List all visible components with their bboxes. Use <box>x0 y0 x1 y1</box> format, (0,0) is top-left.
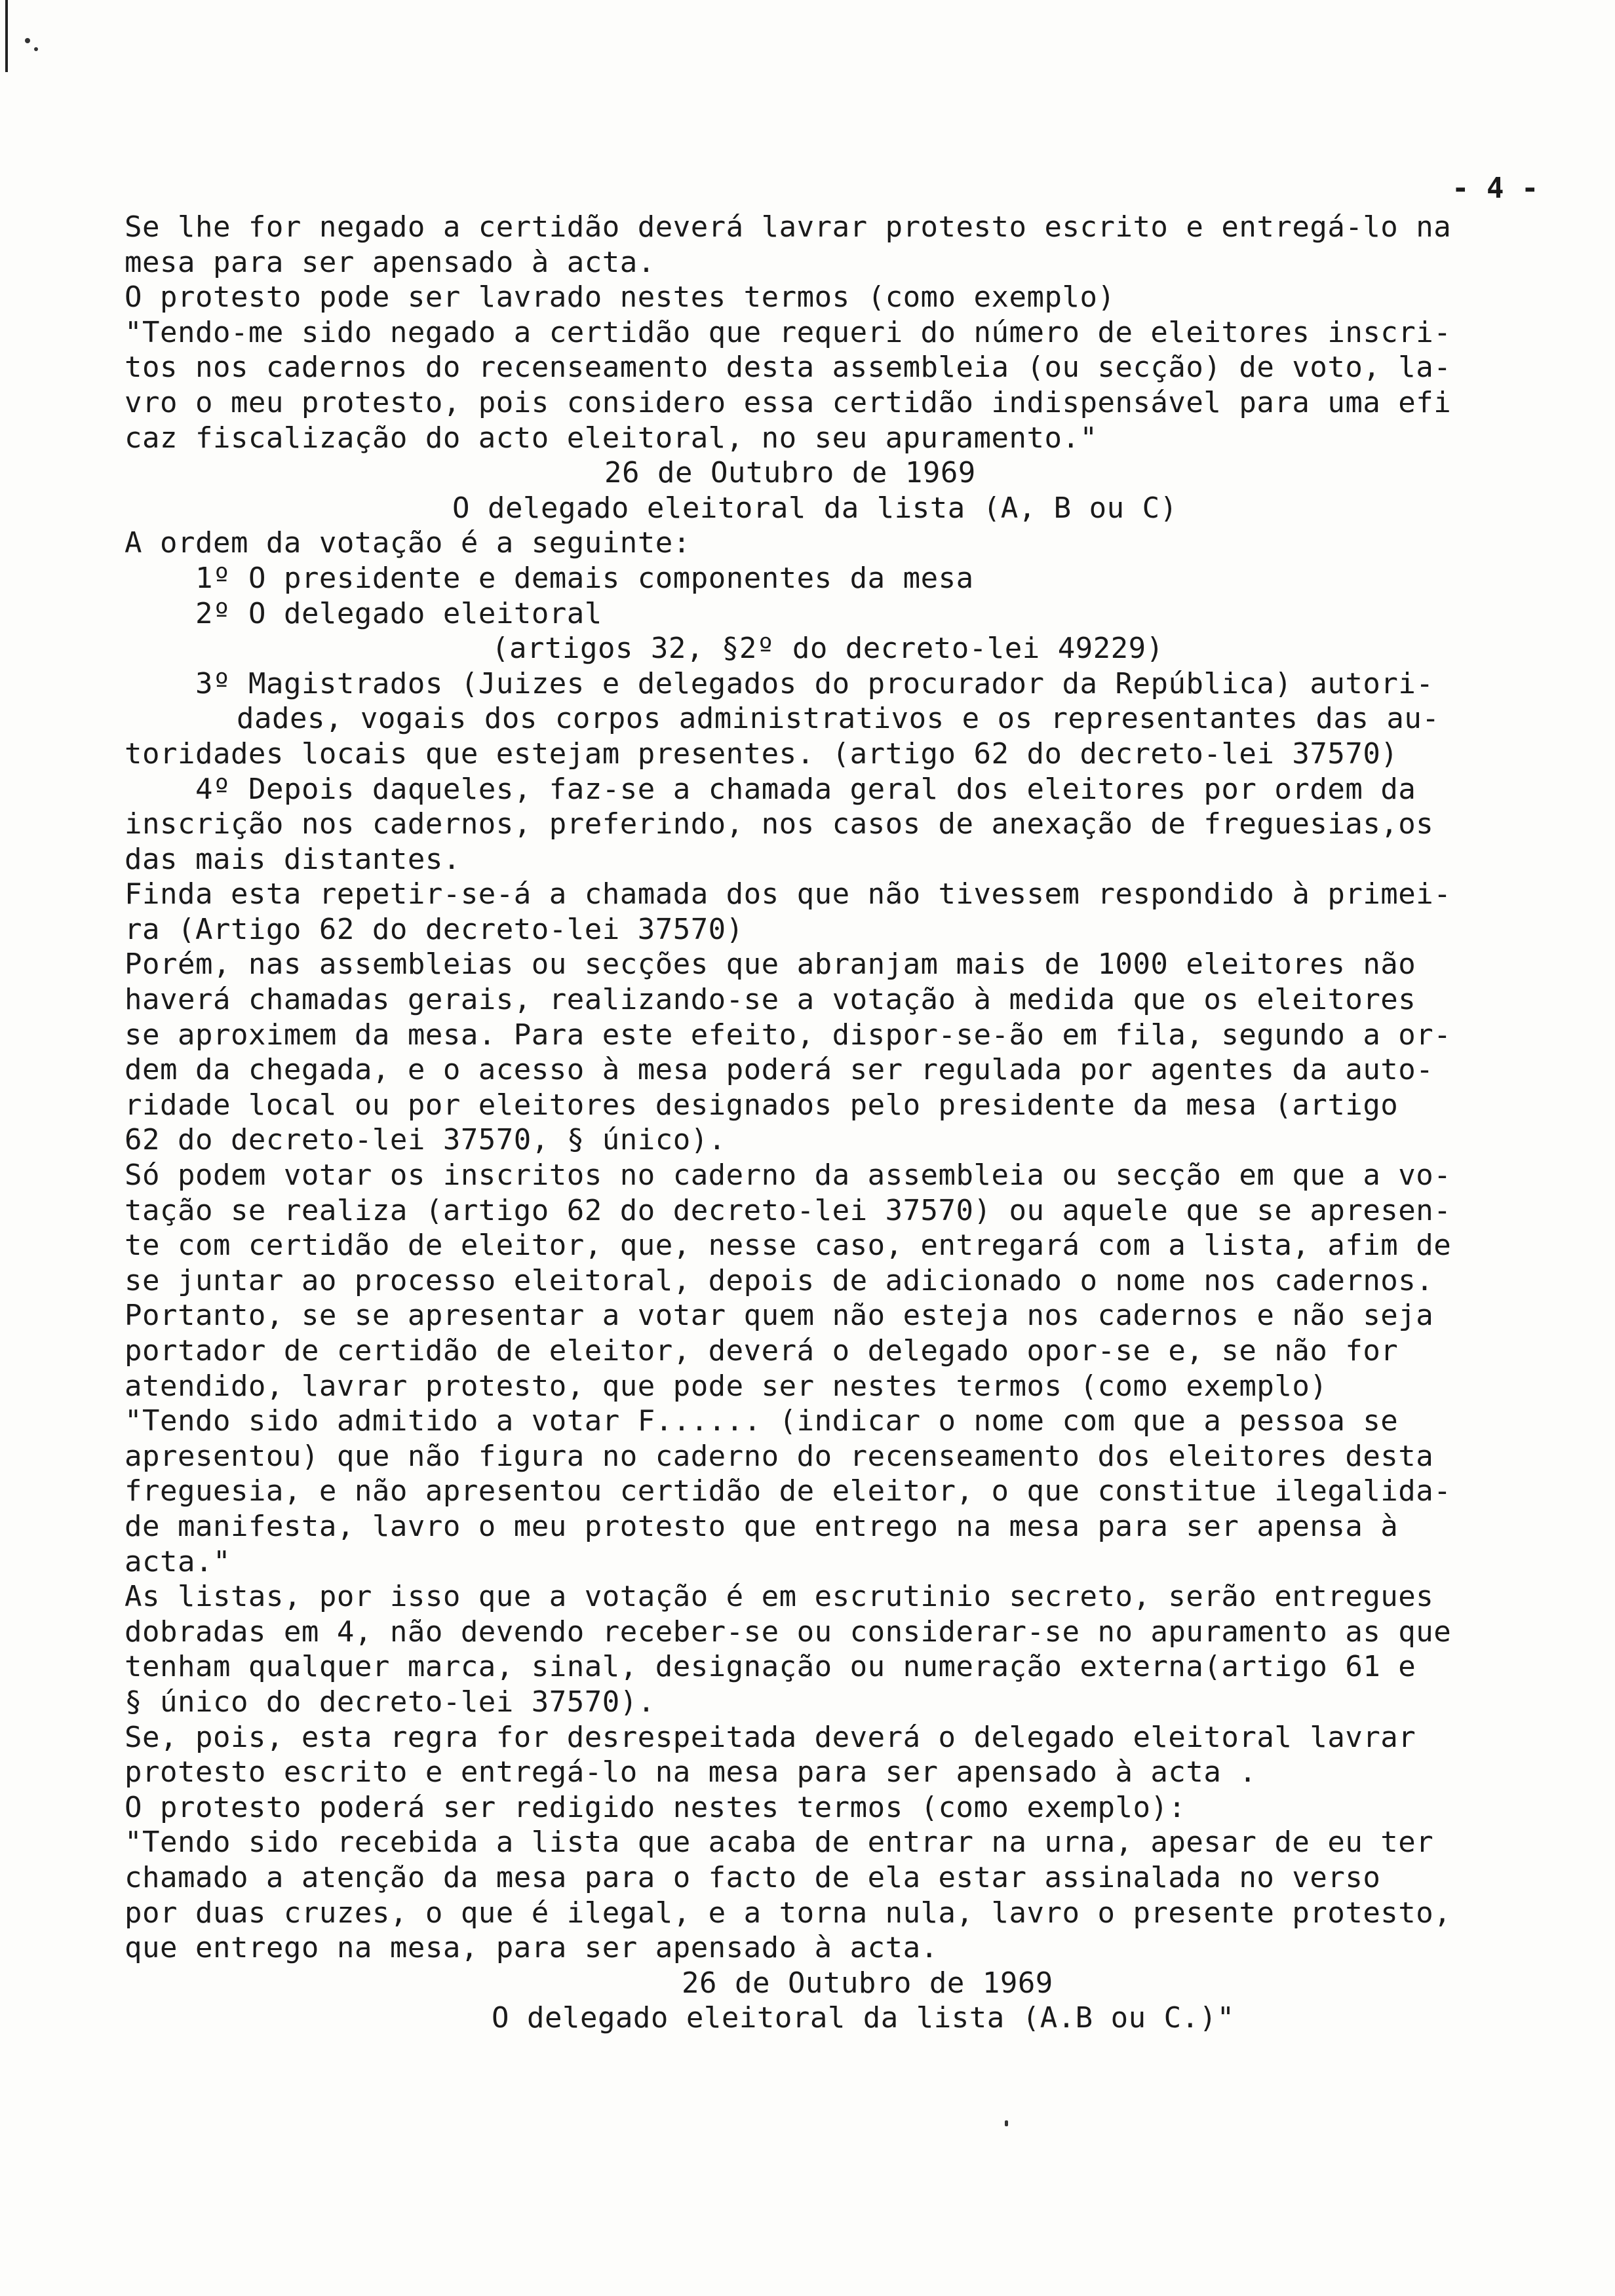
speck <box>25 38 30 43</box>
text-line: "Tendo sido recebida a lista que acaba de entrar na urna, apesar de eu ter <box>125 1826 1434 1860</box>
text-line: das mais distantes. <box>125 842 461 876</box>
left-edge-mark <box>5 0 8 72</box>
text-line: dades, vogais dos corpos administrativos e os representantes das au- <box>237 702 1440 736</box>
date-line: 26 de Outubro de 1969 <box>604 456 976 490</box>
text-line: chamado a atenção da mesa para o facto de ela estar assinalada no verso <box>125 1860 1381 1894</box>
text-line: O protesto pode ser lavrado nestes termos (como exemplo) <box>125 280 1116 315</box>
list-item: 4º Depois daqueles, faz-se a chamada geral dos eleitores por ordem da <box>195 772 1416 806</box>
text-line: (artigos 32, §2º do decreto-lei 49229) <box>492 632 1164 666</box>
text-line: portador de certidão de eleitor, deverá o delegado opor-se e, se não for <box>125 1334 1399 1368</box>
text-line: tenham qualquer marca, sinal, designação ou numeração externa(artigo 61 e <box>125 1650 1416 1684</box>
text-line: freguesia, e não apresentou certidão de eleitor, o que constitue ilegalida- <box>125 1474 1452 1508</box>
text-line: te com certidão de eleitor, que, nesse caso, entregará com a lista, afim de <box>125 1229 1452 1263</box>
list-item: 3º Magistrados (Juizes e delegados do procurador da República) autori- <box>195 666 1434 700</box>
text-line: se aproximem da mesa. Para este efeito, dispor-se-ão em fila, segundo a or- <box>125 1018 1452 1052</box>
text-line: A ordem da votação é a seguinte: <box>125 526 691 560</box>
text-line: de manifesta, lavro o meu protesto que entrego na mesa para ser apensa à <box>125 1509 1399 1543</box>
text-line: tação se realiza (artigo 62 do decreto-lei 37570) ou aquele que se apresen- <box>125 1193 1452 1227</box>
text-line: inscrição nos cadernos, preferindo, nos casos de anexação de freguesias,os <box>125 807 1434 841</box>
text-line: "Tendo sido admitido a votar F...... (indicar o nome com que a pessoa se <box>125 1404 1399 1438</box>
text-line: ra (Artigo 62 do decreto-lei 37570) <box>125 912 744 946</box>
text-line: atendido, lavrar protesto, que pode ser nestes termos (como exemplo) <box>125 1369 1328 1403</box>
text-line: Só podem votar os inscritos no caderno da assembleia ou secção em que a vo- <box>125 1158 1452 1193</box>
text-line: ridade local ou por eleitores designados pelo presidente da mesa (artigo <box>125 1088 1399 1122</box>
text-line: mesa para ser apensado à acta. <box>125 245 655 279</box>
text-line: haverá chamadas gerais, realizando-se a votação à medida que os eleitores <box>125 983 1416 1017</box>
text-line: Se lhe for negado a certidão deverá lavrar protesto escrito e entregá-lo na <box>125 210 1452 244</box>
text-line: protesto escrito e entregá-lo na mesa para ser apensado à acta . <box>125 1755 1257 1789</box>
list-item: 2º O delegado eleitoral <box>195 596 602 630</box>
speck <box>1005 2120 1008 2126</box>
text-line: Finda esta repetir-se-á a chamada dos que não tivessem respondido à primei- <box>125 877 1452 911</box>
text-line: que entrego na mesa, para ser apensado à acta. <box>125 1931 939 1965</box>
document-body <box>125 210 1586 2036</box>
text-line: Porém, nas assembleias ou secções que abranjam mais de 1000 eleitores não <box>125 947 1416 982</box>
text-line: acta." <box>125 1544 231 1578</box>
text-line: "Tendo-me sido negado a certidão que requeri do número de eleitores inscri- <box>125 315 1452 349</box>
text-line: toridades locais que estejam presentes. (artigo 62 do decreto-lei 37570) <box>125 737 1399 771</box>
text-line: se juntar ao processo eleitoral, depois de adicionado o nome nos cadernos. <box>125 1263 1434 1297</box>
text-line: 62 do decreto-lei 37570, § único). <box>125 1123 726 1157</box>
text-line: O protesto poderá ser redigido nestes termos (como exemplo): <box>125 1790 1186 1824</box>
text-line: caz fiscalização do acto eleitoral, no seu apuramento." <box>125 421 1098 455</box>
text-line: Se, pois, esta regra for desrespeitada deverá o delegado eleitoral lavrar <box>125 1720 1416 1754</box>
signature-line: O delegado eleitoral da lista (A, B ou C) <box>452 491 1178 525</box>
text-line: apresentou) que não figura no caderno do recenseamento dos eleitores desta <box>125 1439 1434 1473</box>
text-line: Portanto, se se apresentar a votar quem não esteja nos cadernos e não seja <box>125 1299 1434 1333</box>
text-line: As listas, por isso que a votação é em escrutinio secreto, serão entregues <box>125 1580 1434 1614</box>
text-line: § único do decreto-lei 37570). <box>125 1685 655 1719</box>
list-item: 1º O presidente e demais componentes da mesa <box>195 561 974 595</box>
text-line: dobradas em 4, não devendo receber-se ou considerar-se no apuramento as que <box>125 1615 1452 1649</box>
text-line: vro o meu protesto, pois considero essa certidão indispensável para uma efi <box>125 385 1452 419</box>
text-line: tos nos cadernos do recenseamento desta assembleia (ou secção) de voto, la- <box>125 351 1452 385</box>
text-line: por duas cruzes, o que é ilegal, e a torna nula, lavro o presente protesto, <box>125 1896 1452 1930</box>
speck <box>34 47 38 51</box>
text-line: dem da chegada, e o acesso à mesa poderá ser regulada por agentes da auto- <box>125 1053 1434 1087</box>
date-line: 26 de Outubro de 1969 <box>682 1966 1053 2000</box>
page-number: - 4 - <box>1452 172 1539 205</box>
signature-line: O delegado eleitoral da lista (A.B ou C.)" <box>492 2001 1235 2035</box>
